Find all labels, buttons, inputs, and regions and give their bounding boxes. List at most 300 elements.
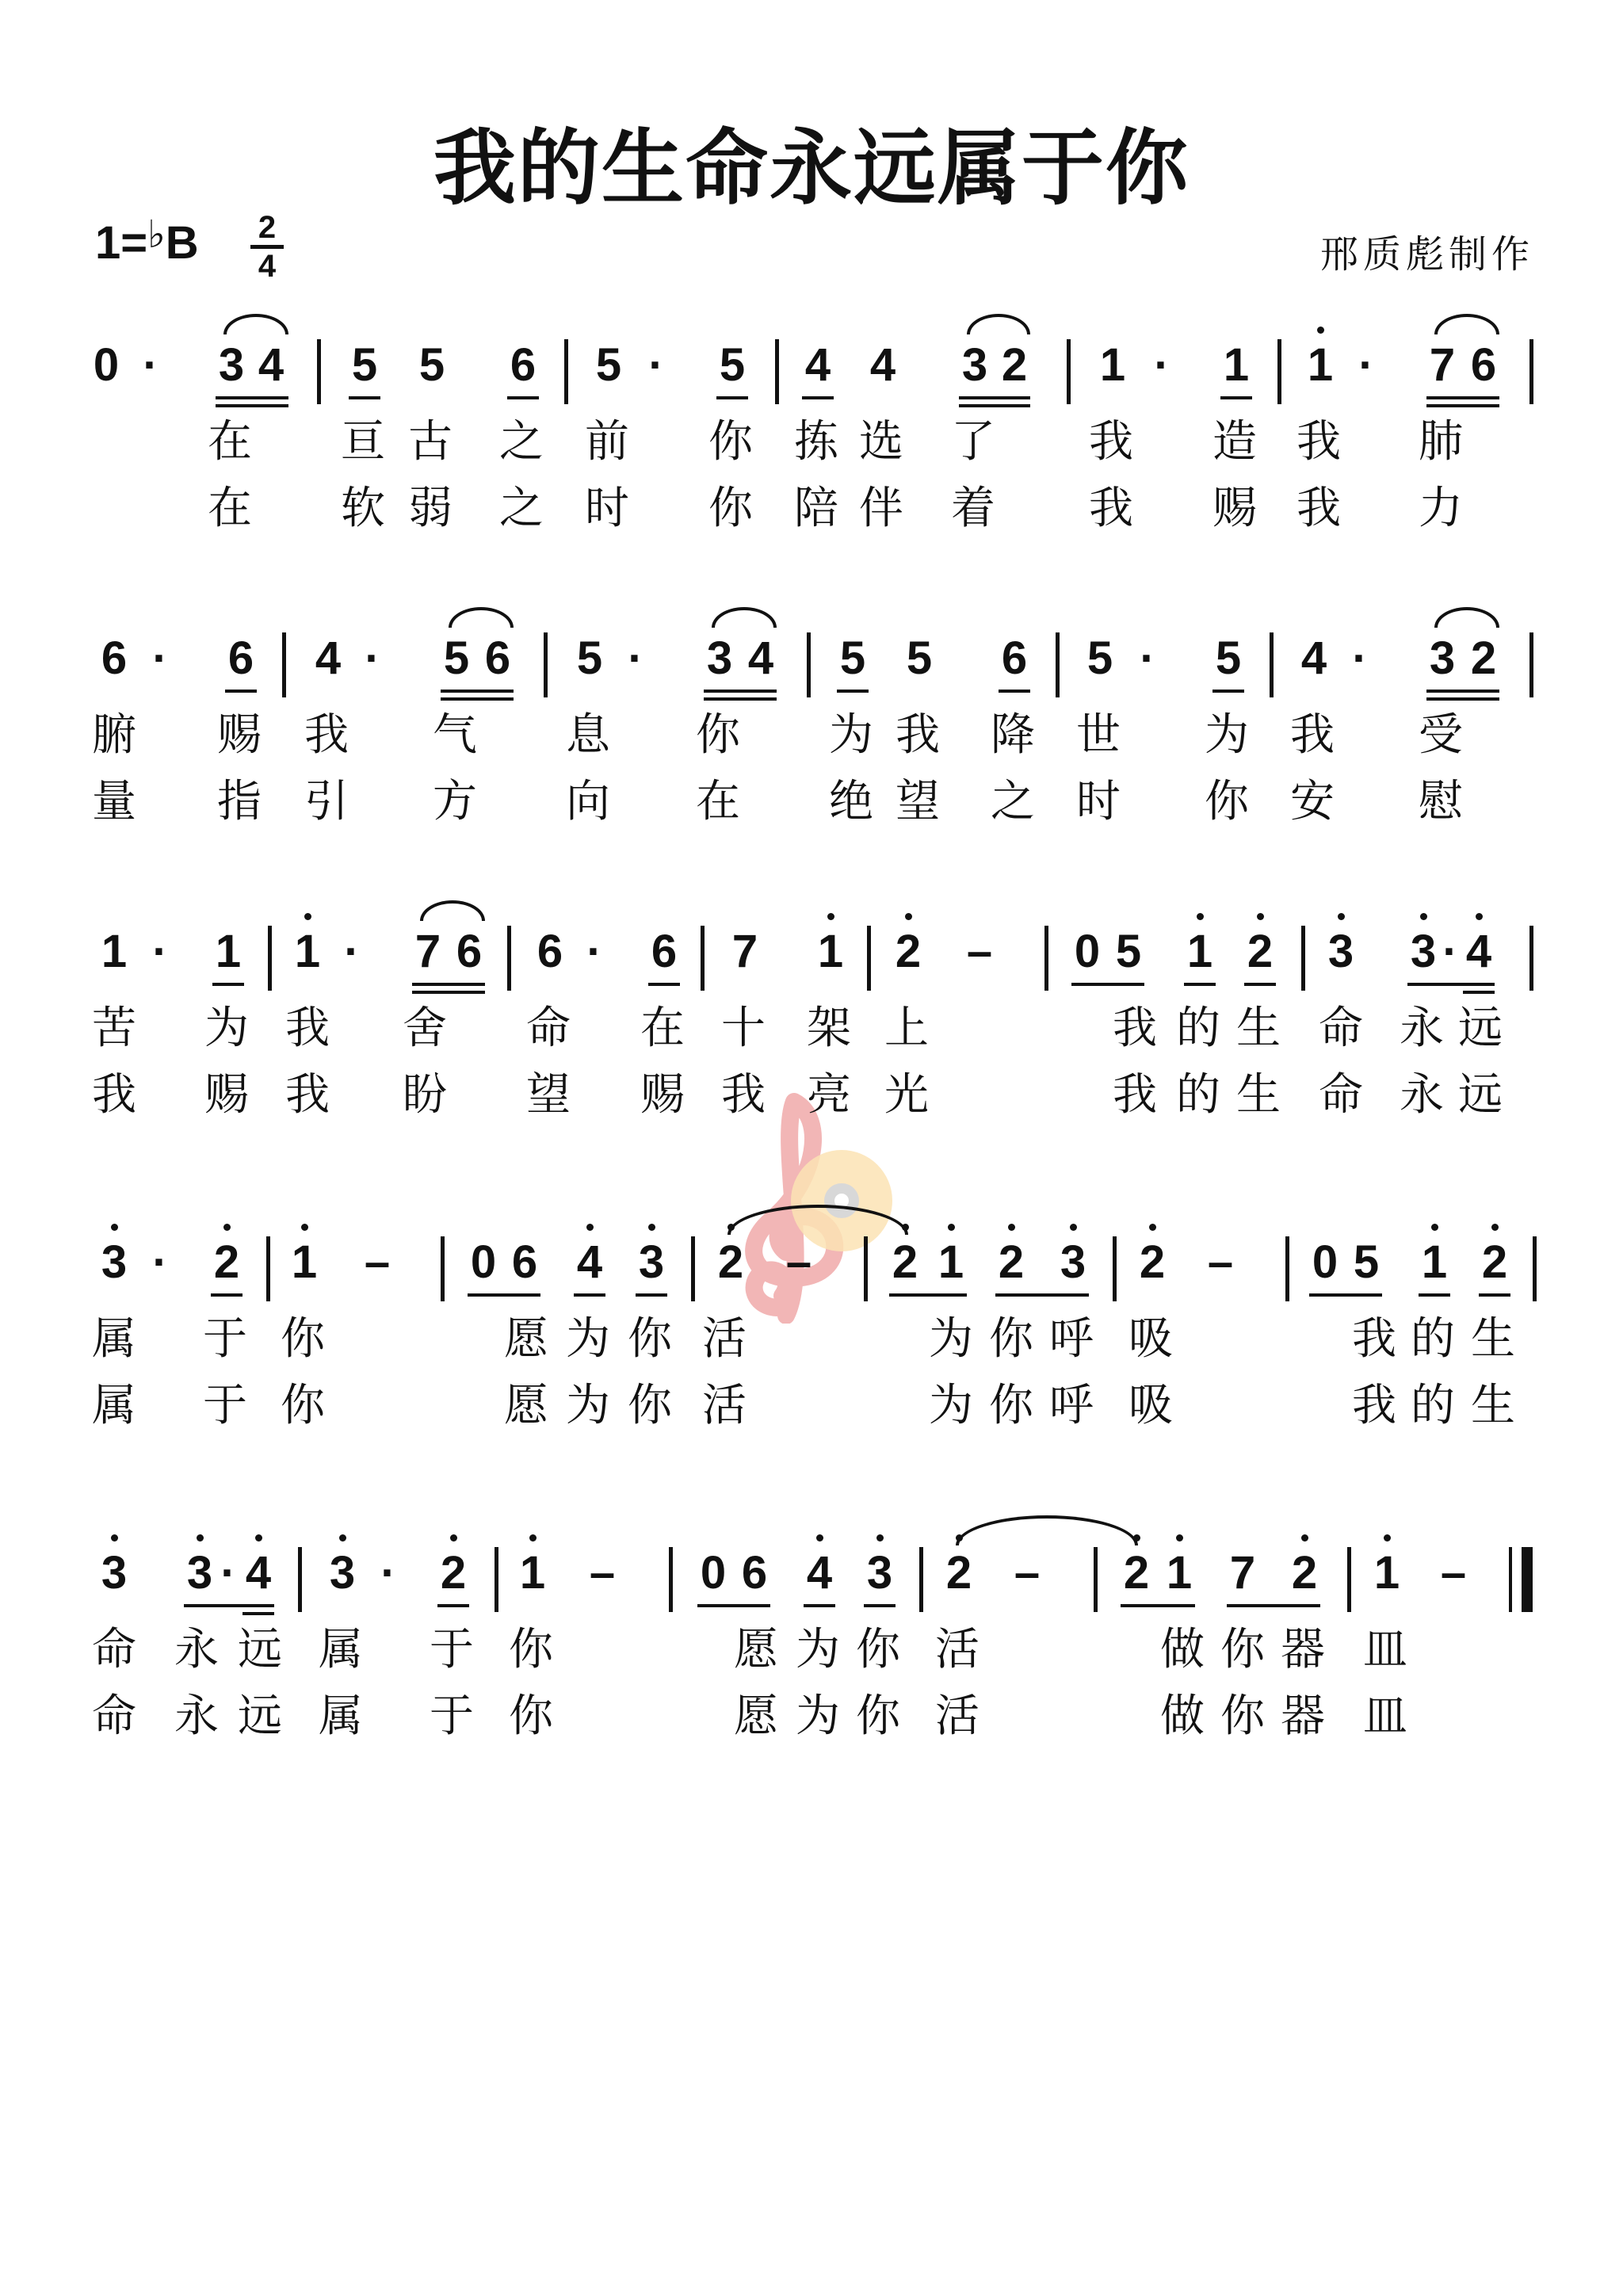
bar-line (1529, 632, 1533, 697)
lyric: 指 (217, 776, 262, 827)
lyric: 望 (896, 776, 940, 827)
notes-line-3 (0, 919, 1623, 999)
beam (212, 983, 244, 986)
lyric: 远 (1458, 1003, 1503, 1054)
beam (959, 396, 1030, 399)
note: 1 (101, 926, 128, 977)
lyric: 于 (203, 1313, 247, 1365)
bar-line (266, 1236, 270, 1301)
beam (716, 396, 748, 399)
lyric: 我 (1296, 416, 1341, 468)
lyric: 引 (304, 776, 349, 827)
bar-line (864, 1236, 868, 1301)
bar-line (1347, 1547, 1351, 1612)
note: 5 (719, 339, 746, 391)
note: 6 (227, 632, 254, 684)
lyric: 远 (238, 1624, 282, 1675)
lyric: 永 (174, 1690, 219, 1742)
note: 0 (470, 1236, 497, 1288)
lyric: 活 (702, 1380, 747, 1431)
note-high: 3 (864, 1545, 896, 1601)
note: 6 (511, 1236, 538, 1288)
beam (216, 404, 288, 407)
beam (1121, 1604, 1195, 1607)
notes-line-4 (0, 1230, 1623, 1309)
notes-line-5 (0, 1541, 1623, 1620)
lyric: 活 (935, 1624, 980, 1675)
lyric: 伴 (859, 483, 903, 534)
note: 6 (101, 632, 128, 684)
note: 6 (484, 632, 511, 684)
beam (1479, 1293, 1510, 1297)
lyric: 为 (796, 1624, 840, 1675)
lyric: 器 (1281, 1690, 1325, 1742)
lyric: 在 (208, 483, 252, 534)
beam (1426, 697, 1499, 701)
lyric: 活 (702, 1313, 747, 1365)
lyric: 前 (585, 416, 629, 468)
lyric: 陪 (794, 483, 838, 534)
note: 4 (258, 339, 285, 391)
note-high: 2 (437, 1545, 469, 1601)
note-high: 2 (1289, 1545, 1320, 1601)
lyric: 的 (1411, 1313, 1455, 1365)
lyric: 世 (1076, 709, 1121, 761)
lyric: 生 (1236, 1003, 1281, 1054)
time-signature (249, 210, 285, 284)
lyric: 赐 (1212, 483, 1257, 534)
lyric: 你 (856, 1624, 900, 1675)
note-high: 2 (889, 1235, 921, 1290)
note: 6 (1001, 632, 1028, 684)
note-high: 1 (1419, 1235, 1450, 1290)
beam (1407, 983, 1495, 986)
lyric: 生 (1236, 1069, 1281, 1121)
beam (349, 396, 380, 399)
beam (437, 1604, 469, 1607)
lyric: 我 (92, 1069, 136, 1121)
note: 5 (351, 339, 378, 391)
lyric: 命 (526, 1003, 571, 1054)
lyric: 你 (1220, 1624, 1265, 1675)
lyric: 我 (1113, 1069, 1157, 1121)
meter-bottom: 4 (258, 249, 277, 284)
bar-line (1285, 1236, 1289, 1301)
lyric: 盼 (403, 1069, 447, 1121)
lyric: 我 (285, 1069, 330, 1121)
note: 5 (576, 632, 603, 684)
beam (412, 983, 485, 986)
lyric: 命 (92, 1690, 136, 1742)
note-high: 1 (815, 924, 846, 980)
beam (636, 1293, 667, 1297)
note: 2 (1001, 339, 1028, 391)
beam (1227, 1604, 1320, 1607)
lyric: 愿 (504, 1380, 548, 1431)
lyric: 我 (721, 1069, 766, 1121)
lyric: 我 (304, 709, 349, 761)
bar-line (1067, 339, 1071, 404)
note-high: 3 (98, 1545, 130, 1601)
note: 7 (1429, 339, 1456, 391)
lyric: 活 (935, 1690, 980, 1742)
note: 3 (218, 339, 245, 391)
lyric: 我 (1352, 1380, 1396, 1431)
lyric: 之 (499, 483, 544, 534)
beam (1463, 991, 1495, 994)
note-high: 2 (1479, 1235, 1510, 1290)
lyric: 我 (1352, 1313, 1396, 1365)
note: 0 (93, 339, 120, 391)
dot-extension: · (1352, 632, 1368, 684)
lyric: 命 (1319, 1069, 1363, 1121)
lyric: 我 (1089, 416, 1133, 468)
dash: – (966, 926, 993, 977)
beam (1212, 690, 1244, 693)
note: 5 (1215, 632, 1242, 684)
note: 3 (961, 339, 988, 391)
lyric: 软 (341, 483, 385, 534)
final-barline-thick (1522, 1547, 1533, 1612)
note-high: 3 (327, 1545, 358, 1601)
note: 4 (804, 339, 831, 391)
beam (468, 1293, 540, 1297)
note-high: 1 (1304, 338, 1336, 393)
lyric: 生 (1471, 1313, 1515, 1365)
lyric: 你 (628, 1313, 672, 1365)
lyric: 皿 (1363, 1624, 1407, 1675)
note-high: 1 (292, 924, 323, 980)
dot-extension: · (344, 926, 360, 977)
lyric: 你 (989, 1380, 1033, 1431)
beam (242, 1612, 274, 1615)
lyric: 远 (1458, 1069, 1503, 1121)
lyric: 我 (896, 709, 940, 761)
note-high: 2 (211, 1235, 242, 1290)
lyric: 呼 (1049, 1380, 1094, 1431)
lyric: 力 (1419, 483, 1463, 534)
note: 5 (443, 632, 470, 684)
note: 6 (1470, 339, 1497, 391)
lyric: 于 (203, 1380, 247, 1431)
lyric: 赐 (640, 1069, 685, 1121)
key-note: B (165, 217, 199, 269)
lyric: 我 (1290, 709, 1335, 761)
dot-extension: · (628, 632, 643, 684)
beam (864, 1604, 896, 1607)
beam (1426, 404, 1499, 407)
lyric: 我 (1089, 483, 1133, 534)
note: 6 (741, 1547, 768, 1599)
lyric: 息 (566, 709, 610, 761)
lyric: 之 (499, 416, 544, 468)
beam (804, 1604, 835, 1607)
lyric: 你 (708, 483, 753, 534)
note-high: 4 (574, 1235, 605, 1290)
beam (704, 690, 777, 693)
beam (1244, 983, 1276, 986)
beam (1220, 396, 1252, 399)
note-high: 3 (98, 1235, 130, 1290)
note: 4 (869, 339, 896, 391)
dot-extension: · (1358, 339, 1374, 391)
note: 6 (456, 926, 483, 977)
lyric: 为 (566, 1380, 610, 1431)
lyric: 方 (433, 776, 477, 827)
beam (999, 690, 1030, 693)
bar-line (564, 339, 568, 404)
bar-line (775, 339, 779, 404)
meter-top: 2 (258, 210, 277, 245)
dot-extension: · (143, 339, 158, 391)
lyric: 属 (319, 1690, 363, 1742)
key-signature (95, 212, 199, 269)
beam (507, 396, 539, 399)
lyric: 你 (628, 1380, 672, 1431)
lyric: 着 (951, 483, 995, 534)
lyric: 你 (281, 1313, 325, 1365)
lyric: 的 (1176, 1003, 1220, 1054)
note-high: 2 (1136, 1235, 1168, 1290)
lyric: 于 (430, 1690, 474, 1742)
dot-extension: · (1140, 632, 1155, 684)
lyric: 命 (92, 1624, 136, 1675)
bar-line (282, 632, 286, 697)
slur (449, 607, 514, 628)
slur (1434, 607, 1499, 628)
bar-line (1301, 926, 1305, 991)
lyric: 在 (696, 776, 740, 827)
bar-line (1113, 1236, 1117, 1301)
lyric: 光 (884, 1069, 929, 1121)
lyric: 古 (408, 416, 453, 468)
beam (184, 1604, 274, 1607)
dash: – (785, 1236, 812, 1288)
lyric: 腑 (92, 709, 136, 761)
beam (837, 690, 869, 693)
bar-line (495, 1547, 498, 1612)
lyric: 为 (829, 709, 873, 761)
dash: – (1207, 1236, 1234, 1288)
beam (225, 690, 257, 693)
lyric: 量 (92, 776, 136, 827)
dot-extension: · (1154, 339, 1170, 391)
bar-line (317, 339, 321, 404)
lyric: 赐 (217, 709, 262, 761)
lyric: 于 (430, 1624, 474, 1675)
lyric: 吸 (1128, 1380, 1173, 1431)
bar-line (441, 1236, 445, 1301)
bar-line (691, 1236, 695, 1301)
beam (211, 1293, 242, 1297)
bar-line (1044, 926, 1048, 991)
note: 7 (414, 926, 441, 977)
lyric: 亘 (341, 416, 385, 468)
note: 4 (747, 632, 774, 684)
note-high: 2 (1244, 924, 1276, 980)
dash: – (364, 1236, 391, 1288)
note: 7 (1229, 1547, 1256, 1599)
slur (1434, 314, 1499, 334)
lyric: 你 (281, 1380, 325, 1431)
lyric: 皿 (1363, 1690, 1407, 1742)
note: 5 (595, 339, 622, 391)
beam (648, 983, 680, 986)
lyric: 在 (640, 1003, 685, 1054)
beam (1419, 1293, 1450, 1297)
lyric: 我 (1296, 483, 1341, 534)
lyric: 做 (1160, 1624, 1205, 1675)
lyric: 永 (174, 1624, 219, 1675)
notes-line-1 (0, 333, 1623, 412)
lyric: 十 (721, 1003, 766, 1054)
note: 1 (1223, 339, 1250, 391)
slur (967, 314, 1030, 334)
dot-extension: · (1442, 926, 1458, 977)
tie (956, 1515, 1138, 1545)
slur (420, 900, 485, 921)
lyric: 你 (708, 416, 753, 468)
lyric: 你 (1205, 776, 1249, 827)
dash: – (589, 1547, 616, 1599)
notes-line-2 (0, 626, 1623, 705)
dot-extension: · (365, 632, 380, 684)
lyric: 你 (509, 1624, 553, 1675)
lyric: 的 (1411, 1380, 1455, 1431)
lyric: 苦 (92, 1003, 136, 1054)
lyric: 降 (991, 709, 1035, 761)
dot-extension: · (586, 926, 602, 977)
note-high: 3 (636, 1235, 667, 1290)
note: 6 (510, 339, 537, 391)
bar-line (1529, 339, 1533, 404)
bar-line (507, 926, 511, 991)
note: 4 (315, 632, 342, 684)
key-prefix: 1= (95, 217, 148, 269)
lyric: 受 (1419, 709, 1463, 761)
note-high: 2 (943, 1545, 975, 1601)
lyric: 为 (929, 1380, 973, 1431)
dot-extension: · (648, 339, 664, 391)
lyric: 为 (796, 1690, 840, 1742)
bar-line (1094, 1547, 1098, 1612)
lyric: 肺 (1419, 416, 1463, 468)
beam (995, 1293, 1089, 1297)
note: 5 (1086, 632, 1113, 684)
lyric: 远 (238, 1690, 282, 1742)
beam (697, 1604, 770, 1607)
note-high: 1 (1163, 1545, 1195, 1601)
note: 6 (651, 926, 678, 977)
note-high: 1 (1371, 1545, 1403, 1601)
beam (1309, 1293, 1382, 1297)
note-high: 4 (242, 1545, 274, 1601)
lyric: 愿 (504, 1313, 548, 1365)
lyric: 在 (208, 416, 252, 468)
lyric: 呼 (1049, 1313, 1094, 1365)
note-high: 4 (1463, 924, 1495, 980)
lyric: 舍 (403, 1003, 447, 1054)
note: 3 (1429, 632, 1456, 684)
lyric: 为 (929, 1313, 973, 1365)
lyric: 为 (1205, 709, 1249, 761)
dash: – (1014, 1547, 1041, 1599)
bar-line (807, 632, 811, 697)
note-high: 2 (892, 924, 924, 980)
lyric: 我 (285, 1003, 330, 1054)
lyric: 了 (951, 416, 995, 468)
final-barline-thin (1509, 1547, 1512, 1612)
note: 0 (1312, 1236, 1338, 1288)
lyric: 时 (585, 483, 629, 534)
lyric: 选 (859, 416, 903, 468)
lyric: 属 (92, 1313, 136, 1365)
note-high: 1 (935, 1235, 967, 1290)
note-high: 2 (715, 1235, 747, 1290)
bar-line (1056, 632, 1060, 697)
beam (412, 991, 485, 994)
lyric: 拣 (794, 416, 838, 468)
note: 6 (537, 926, 563, 977)
lyric: 弱 (408, 483, 453, 534)
lyric: 愿 (734, 1690, 778, 1742)
dot-extension: · (152, 632, 168, 684)
bar-line (268, 926, 272, 991)
lyric: 你 (856, 1690, 900, 1742)
lyric: 做 (1160, 1690, 1205, 1742)
lyric: 上 (884, 1003, 929, 1054)
note: 1 (215, 926, 242, 977)
lyric: 绝 (829, 776, 873, 827)
bar-line (1533, 1236, 1537, 1301)
lyric: 命 (1319, 1003, 1363, 1054)
bar-line (919, 1547, 923, 1612)
note: 5 (418, 339, 445, 391)
bar-line (701, 926, 705, 991)
beam (704, 697, 777, 701)
note-high: 2 (995, 1235, 1027, 1290)
note: 4 (1300, 632, 1327, 684)
note: 0 (1074, 926, 1101, 977)
note-high: 3 (184, 1545, 216, 1601)
note-high: 3 (1407, 924, 1439, 980)
beam (1426, 396, 1499, 399)
lyric: 你 (989, 1313, 1033, 1365)
bar-line (1277, 339, 1281, 404)
bar-line (1529, 926, 1533, 991)
lyric: 你 (509, 1690, 553, 1742)
beam (1184, 983, 1216, 986)
lyric: 的 (1176, 1069, 1220, 1121)
lyric: 生 (1471, 1380, 1515, 1431)
note: 5 (906, 632, 933, 684)
beam (1071, 983, 1144, 986)
note: 3 (706, 632, 733, 684)
page-title: 我的生命永远属于你 (433, 120, 1190, 216)
dot-extension: · (152, 926, 168, 977)
beam (889, 1293, 967, 1297)
bar-line (669, 1547, 673, 1612)
dot-extension: · (380, 1547, 396, 1599)
lyric: 之 (991, 776, 1035, 827)
lyric: 永 (1400, 1069, 1444, 1121)
note-high: 1 (517, 1545, 548, 1601)
beam (802, 396, 834, 399)
note-high: 3 (1057, 1235, 1089, 1290)
dot-extension: · (220, 1547, 236, 1599)
lyric: 你 (696, 709, 740, 761)
dash: – (1440, 1547, 1467, 1599)
